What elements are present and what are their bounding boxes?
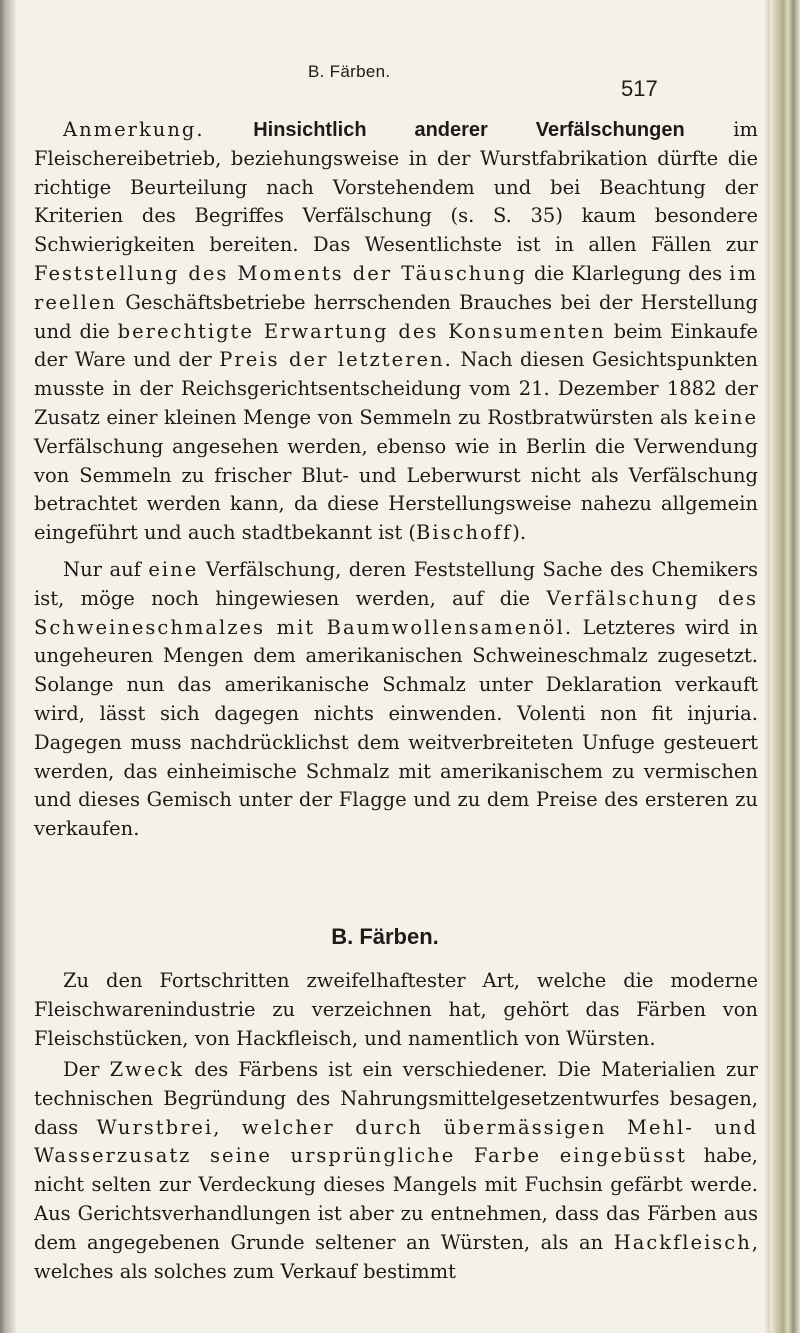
text-run: Verfälschung angesehen werden, ebenso wie in Berlin die Verwendung von Semmeln zu frischer Blut- und Leberwurst nicht als Verfälschung betrachtet werden kann, da diese Herstellungsweise nahezu allgemein eingeführt und auch stadtbekannt ist ( [34,434,758,545]
anmerkung-heading: Hinsichtlich anderer Verfälschungen [253,119,685,141]
running-head: B. Färben. [308,62,391,81]
spaced-emphasis: im reellen [34,261,758,314]
page-header [0,62,770,102]
spaced-emphasis: eine [148,558,199,581]
left-page-edge [0,0,16,1333]
text-run: habe, nicht selten zur Verdeckung dieses Mangels mit Fuchsin gefärbt werde. Aus Gerichtsverhandlungen ist aber zu entnehmen, dass das Färben aus dem angegebenen Grunde seltener an Würsten, als an [34,1144,758,1254]
right-page-edge [770,0,800,1333]
anmerkung-paragraph [34,116,758,548]
spaced-emphasis: Hackfleisch [613,1230,752,1254]
spaced-emphasis: Preis der letzteren. [219,348,453,372]
anmerkung-label: Anmerkung. [63,118,205,141]
schmalz-paragraph [34,556,758,844]
zweck-paragraph [34,1056,758,1286]
text-run: Nur auf [63,558,149,581]
text-run: des Färbens ist ein verschiedener. Die Materialien zur technischen Begründung des Nahrungsmittelgesetzentwurfes besagen, dass [34,1058,758,1139]
spaced-emphasis: Zweck [109,1058,185,1081]
text-run: ). [512,521,527,545]
text-run: Der [63,1058,110,1081]
spaced-emphasis: Verfälschung des Schweineschmalzes mit Baumwollensamenöl. [34,586,758,639]
author-name: Bischoff [416,521,513,545]
text-run: Letzteres wird in ungeheuren Mengen dem amerikanischen Schweineschmalz zugesetzt. Solange nun das amerikanische Schmalz unter Deklaration verkauft wird, lässt sich dagegen nichts einwenden. Volenti non fit injuria. Dagegen muss nachdrücklichst dem weitverbreiteten Unfuge gesteuert werden, das einheimische Schmalz mit amerikanischem zu vermischen und dieses Gemisch unter der Flagge und zu dem Preise des ersteren zu verkaufen. [34,615,759,841]
text-run: im Fleischereibetrieb, beziehungsweise in der Wurstfabrikation dürfte die richtige Beurteilung nach Vorstehendem und bei Beachtung der Kriterien des Begriffes Verfälschung (s. S. 35) kaum besondere Schwierigkeiten bereiten. Das Wesentlichste ist in allen Fällen zur [34,118,758,257]
spaced-emphasis: Wurstbrei, welcher durch übermässigen Mehl- und Wasserzusatz seine ursprüngliche Farbe eingebüsst [34,1115,759,1168]
text-run: , welches als solches zum Verkauf bestimmt [34,1230,758,1283]
text-run: beim Einkaufe der Ware und der [34,319,758,372]
page-number: 517 [621,76,658,101]
spaced-emphasis: berechtigte Erwartung des Konsumenten [117,319,606,343]
text-run: Verfälschung, deren Feststellung Sache des Chemikers ist, möge noch hingewiesen werden, auf die [34,558,758,610]
text-run: Nach diesen Gesichtspunkten musste in der Reichsgerichtsentscheidung vom 21. Dezember 1882 der Zusatz einer kleinen Menge von Semmeln zu Rostbratwürsten als [34,348,758,429]
spaced-emphasis: keine [694,405,758,429]
faerben-intro-paragraph [34,967,758,1053]
section-heading: B. Färben. [331,924,439,949]
text-run: die Klarlegung des [526,261,730,285]
text-run: Geschäftsbetriebe herrschenden Brauches bei der Herstellung und die [34,290,758,343]
text-run: Zu den Fortschritten zweifelhaftester Art, welche die moderne Fleischwarenindustrie zu verzeichnen hat, gehört das Färben von Fleischstücken, von Hackfleisch, und namentlich von Würsten. [34,969,758,1050]
spaced-emphasis: Feststellung des Moments der Täuschung [34,261,527,285]
